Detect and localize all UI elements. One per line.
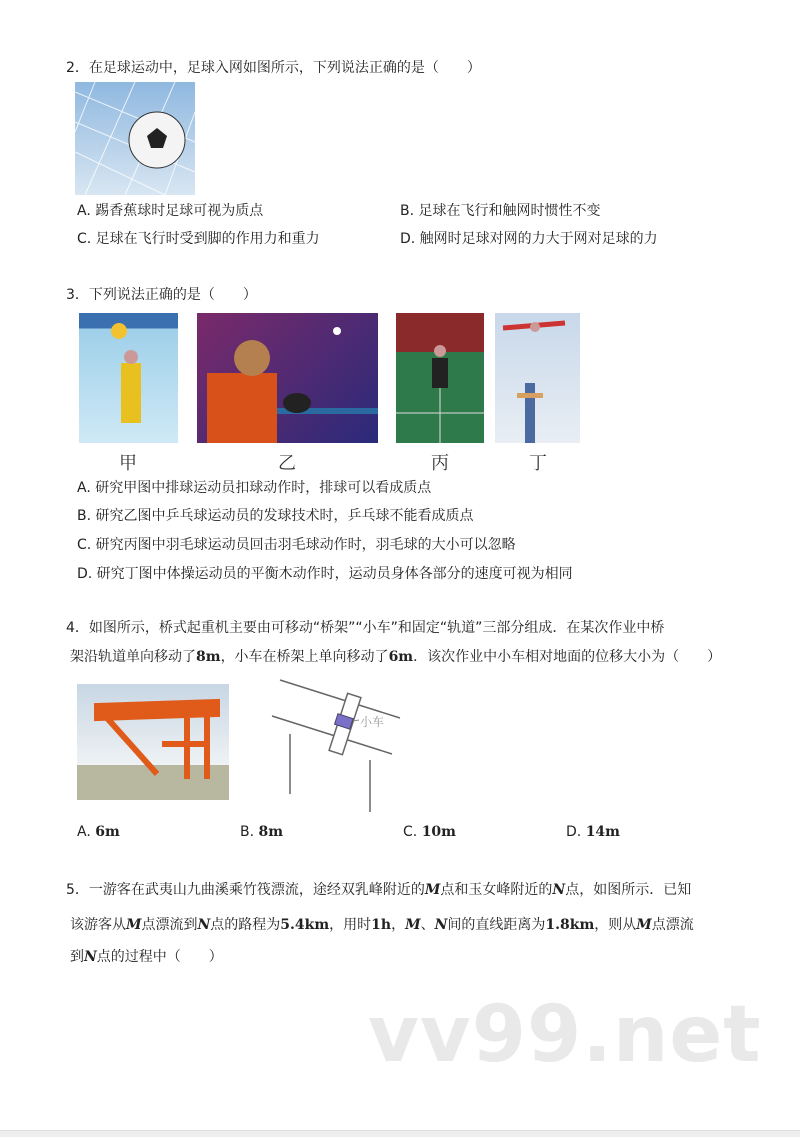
text: 点漂流到 bbox=[141, 917, 198, 933]
text: 点，如图所示．已知 bbox=[565, 882, 692, 898]
var: M bbox=[405, 917, 421, 933]
q4-option-c bbox=[403, 822, 456, 842]
value: 8m bbox=[196, 649, 221, 665]
q3-option-c: C. 研究丙图中羽毛球运动员回击羽毛球动作时，羽毛球的大小可以忽略 bbox=[77, 537, 516, 553]
q2-option-b: B. 足球在飞行和触网时惯性不变 bbox=[400, 203, 601, 219]
text: 架沿轨道单向移动了 bbox=[70, 649, 196, 665]
q2-stem: 2．在足球运动中，足球入网如图所示，下列说法正确的是（ ） bbox=[66, 60, 481, 76]
q3-option-a: A. 研究甲图中排球运动员扣球动作时，排球可以看成质点 bbox=[77, 480, 432, 496]
page-bottom-edge bbox=[0, 1130, 800, 1137]
q5-stem-line2 bbox=[70, 915, 694, 935]
text: ， bbox=[391, 917, 406, 933]
watermark: vv99.net bbox=[368, 990, 762, 1080]
figure-label-yi: 乙 bbox=[278, 453, 296, 474]
text: 间的直线距离为 bbox=[447, 917, 546, 933]
q4-stem-line1: 4．如图所示，桥式起重机主要由可移动“桥架”“小车”和固定“轨道”三部分组成．在某次作业中桥 bbox=[66, 620, 665, 636]
q4-option-b bbox=[240, 822, 283, 842]
balance-beam-image bbox=[495, 313, 580, 443]
key: D. bbox=[566, 824, 582, 840]
figure-label-bing: 丙 bbox=[431, 453, 449, 474]
q3-option-d: D. 研究丁图中体操运动员的平衡木动作时，运动员身体各部分的速度可视为相同 bbox=[77, 566, 573, 582]
text: 点的路程为 bbox=[210, 917, 281, 933]
soccer-net-image bbox=[75, 82, 195, 195]
key: A. bbox=[77, 824, 91, 840]
text: 点漂流 bbox=[651, 917, 694, 933]
var: N bbox=[84, 949, 97, 965]
var: N bbox=[552, 882, 566, 898]
q5-stem-line1 bbox=[66, 880, 691, 900]
table-tennis-image bbox=[197, 313, 378, 443]
q2-option-a: A. 踢香蕉球时足球可视为质点 bbox=[77, 203, 264, 219]
text: ，则从 bbox=[594, 917, 637, 933]
text: 到 bbox=[70, 949, 84, 965]
badminton-image bbox=[396, 313, 484, 443]
figure-label-jia: 甲 bbox=[119, 453, 137, 474]
value: 6m bbox=[388, 649, 414, 665]
text: 点和玉女峰附近的 bbox=[440, 882, 553, 898]
var: N bbox=[197, 917, 211, 933]
var: M bbox=[636, 917, 652, 933]
gantry-crane-image bbox=[77, 684, 229, 800]
value: 5.4km bbox=[280, 917, 330, 933]
key: B. bbox=[240, 824, 255, 840]
value: 8m bbox=[258, 824, 284, 840]
volleyball-image bbox=[79, 313, 178, 443]
var: N bbox=[434, 917, 448, 933]
q2-option-c: C. 足球在飞行时受到脚的作用力和重力 bbox=[77, 231, 320, 247]
value: 10m bbox=[421, 824, 456, 840]
q4-option-d bbox=[566, 822, 620, 842]
q3-stem: 3．下列说法正确的是（ ） bbox=[66, 287, 257, 303]
var: M bbox=[126, 917, 142, 933]
text: 该游客从 bbox=[70, 917, 126, 933]
q5-stem-line3 bbox=[70, 947, 223, 967]
q2-option-d: D. 触网时足球对网的力大于网对足球的力 bbox=[400, 231, 658, 247]
text: 5．一游客在武夷山九曲溪乘竹筏漂流，途经双乳峰附近的 bbox=[66, 882, 425, 898]
value: 1h bbox=[371, 917, 392, 933]
crane-diagram bbox=[260, 676, 410, 816]
text: 点的过程中（ ） bbox=[96, 949, 223, 965]
q4-option-a bbox=[77, 822, 120, 842]
q4-stem-line2 bbox=[70, 647, 721, 667]
value: 1.8km bbox=[545, 917, 595, 933]
diagram-label-trolley: 小车 bbox=[360, 715, 385, 729]
text: 、 bbox=[420, 917, 435, 933]
text: ，小车在桥架上单向移动了 bbox=[220, 649, 389, 665]
var: M bbox=[424, 882, 441, 898]
text: ．该次作业中小车相对地面的位移大小为（ ） bbox=[413, 649, 722, 665]
text: ，用时 bbox=[329, 917, 372, 933]
value: 6m bbox=[95, 824, 120, 840]
figure-label-ding: 丁 bbox=[529, 453, 547, 474]
key: C. bbox=[403, 824, 418, 840]
q3-option-b: B. 研究乙图中乒乓球运动员的发球技术时，乒乓球不能看成质点 bbox=[77, 508, 474, 524]
value: 14m bbox=[585, 824, 620, 840]
